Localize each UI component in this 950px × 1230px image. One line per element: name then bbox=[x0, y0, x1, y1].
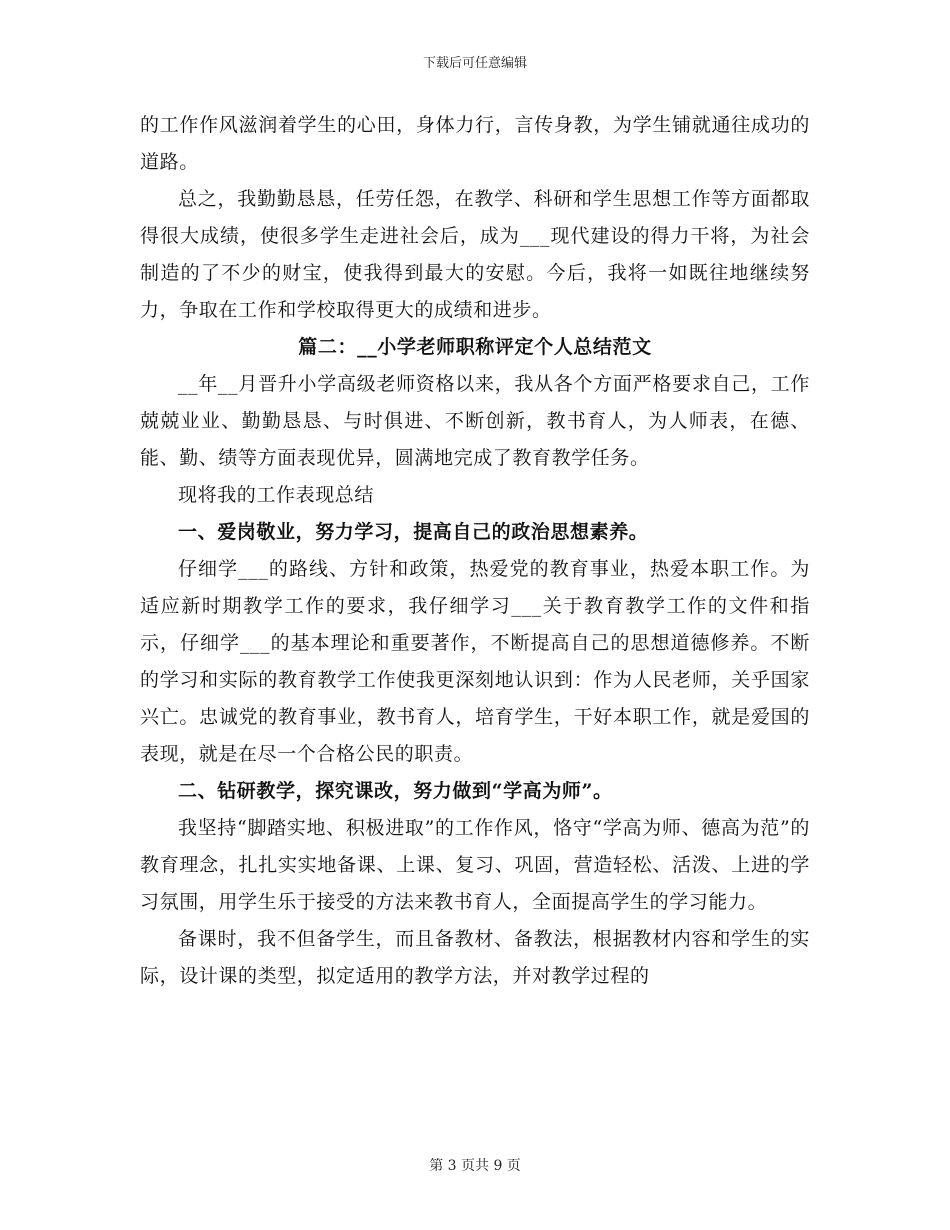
paragraph-conclusion: 总之，我勤勤恳恳，任劳任怨，在教学、科研和学生思想工作等方面都取得很大成绩，使很多学生走进社会后，成为___现代建设的得力干将，为社会制造的了不少的财宝，使我得到最大的安慰。今后，我将一如既往地继续努力，争取在工作和学校取得更大的成绩和进步。 bbox=[140, 188, 810, 321]
paragraph-lesson-prep: 备课时，我不但备学生，而且备教材、备教法，根据教材内容和学生的实际，设计课的类型，拟定适用的教学方法，并对教学过程的 bbox=[140, 928, 810, 987]
heading-one: 一、爱岗敬业，努力学习，提高自己的政治思想素养。 bbox=[178, 521, 649, 543]
page-footer: 第 3 页共 9 页 bbox=[429, 1158, 521, 1174]
document-body bbox=[140, 107, 810, 995]
paragraph-continuation: 的工作作风滋润着学生的心田，身体力行，言传身教，为学生铺就通往成功的道路。 bbox=[140, 114, 810, 173]
paragraph-summary-lead: 现将我的工作表现总结 bbox=[178, 484, 375, 506]
paragraph-study: 仔细学___的路线、方针和政策，热爱党的教育事业，热爱本职工作。为适应新时期教学工作的要求，我仔细学习___关于教育教学工作的文件和指示，仔细学___的基本理论和重要著作，不断提高自己的思想道德修养。不断的学习和实际的教育教学工作使我更深刻地认识到：作为人民老师，关乎国家兴亡。忠诚党的教育事业，教书育人，培育学生，干好本职工作，就是爱国的表现，就是在尽一个合格公民的职责。 bbox=[140, 558, 810, 765]
paragraph-intro: __年__月晋升小学高级老师资格以来，我从各个方面严格要求自己，工作兢兢业业、勤勤恳恳、与时俱进、不断创新，教书育人，为人师表，在德、能、勤、绩等方面表现优异，圆满地完成了教育教学任务。 bbox=[140, 373, 810, 469]
heading-two: 二、钻研教学，探究课改，努力做到“学高为师”。 bbox=[178, 780, 613, 802]
section-title: 篇二：__小学老师职称评定个人总结范文 bbox=[298, 336, 652, 358]
paragraph-teaching: 我坚持“脚踏实地、积极进取”的工作作风，恪守“学高为师、德高为范”的教育理念，扎扎实实地备课、上课、复习、巩固，营造轻松、活泼、上进的学习氛围，用学生乐于接受的方法来教书育人，全面提高学生的学习能力。 bbox=[140, 817, 810, 913]
page-header: 下载后可任意编辑 bbox=[422, 56, 527, 71]
